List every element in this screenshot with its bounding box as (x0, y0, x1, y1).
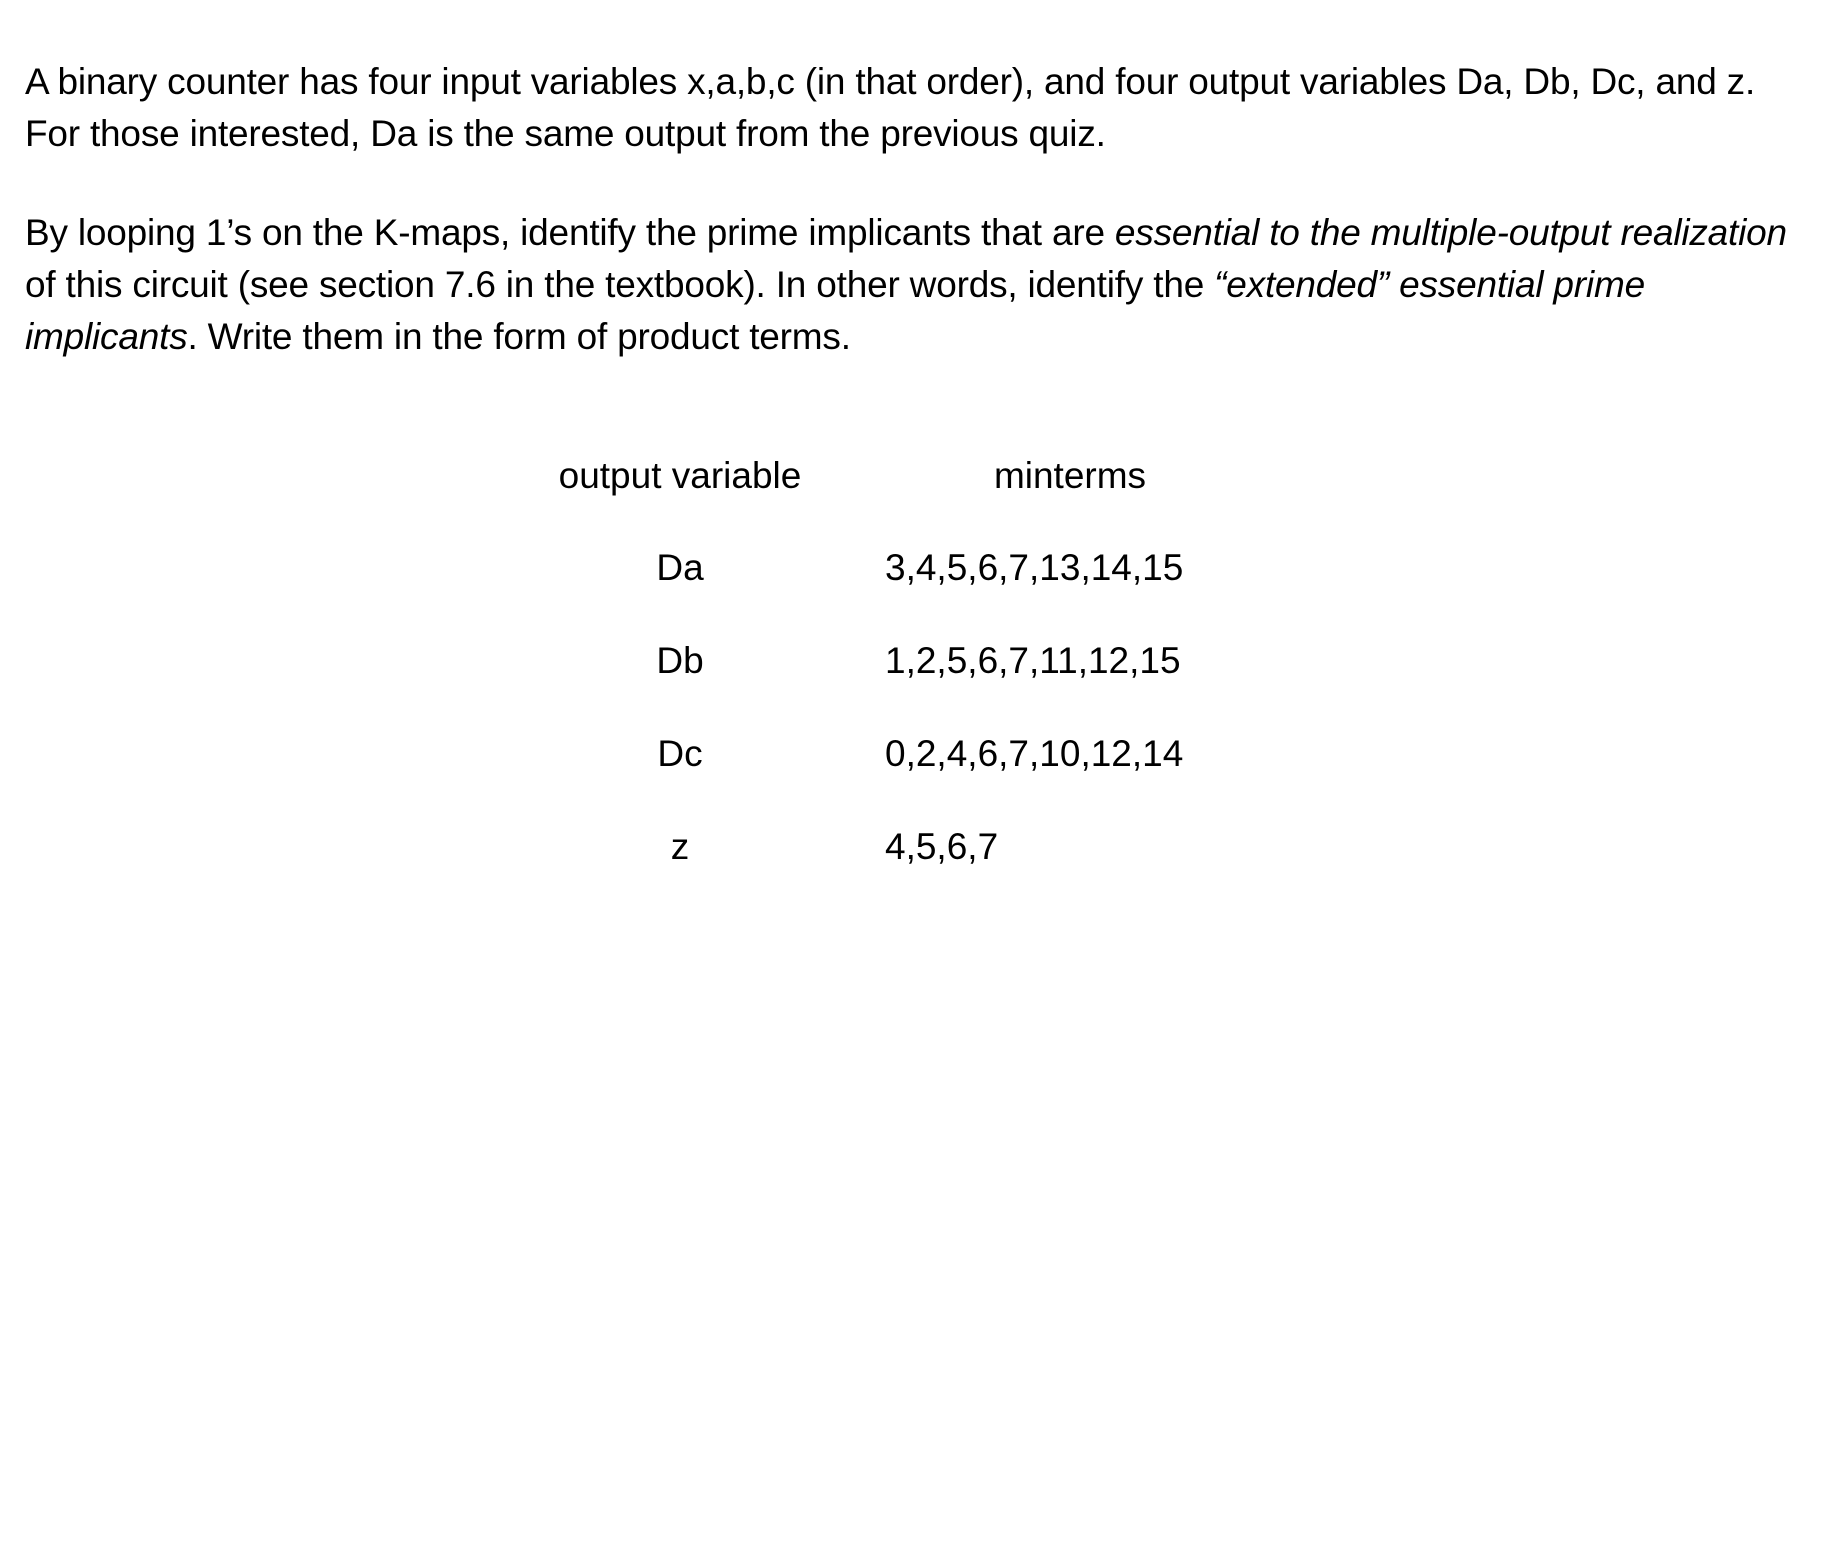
header-output-variable: output variable (558, 455, 802, 496)
instructions-paragraph (25, 207, 1815, 363)
instructions-text-2: of this circuit (see section 7.6 in the textbook). In other words, identify the (25, 264, 1215, 305)
instructions-text-3: . Write them in the form of product terms. (187, 316, 851, 357)
instructions-text-1: By looping 1’s on the K-maps, identify the prime implicants that are (25, 212, 1115, 253)
row-variable: Db (656, 640, 704, 681)
table-row (0, 728, 1836, 780)
row-minterms: 1,2,5,6,7,11,12,15 (885, 640, 1181, 681)
table-row (0, 821, 1836, 873)
row-minterms: 0,2,4,6,7,10,12,14 (885, 733, 1184, 774)
header-minterms: minterms (993, 455, 1147, 496)
instructions-italic-1: essential to the multiple-output realization (1114, 212, 1787, 253)
row-variable: z (670, 826, 690, 867)
table-row (0, 542, 1836, 594)
row-minterms: 3,4,5,6,7,13,14,15 (885, 547, 1184, 588)
instructions-italic-2: “extended” essential prime implicants (25, 264, 1645, 357)
table-header-row (0, 450, 1836, 502)
table-row (0, 635, 1836, 687)
row-minterms: 4,5,6,7 (885, 826, 999, 867)
intro-paragraph: A binary counter has four input variables x,a,b,c (in that order), and four output variables Da, Db, Dc, and z. For those interested, Da is the same output from the previous quiz. (25, 61, 1756, 154)
row-variable: Da (656, 547, 704, 588)
row-variable: Dc (657, 733, 703, 774)
